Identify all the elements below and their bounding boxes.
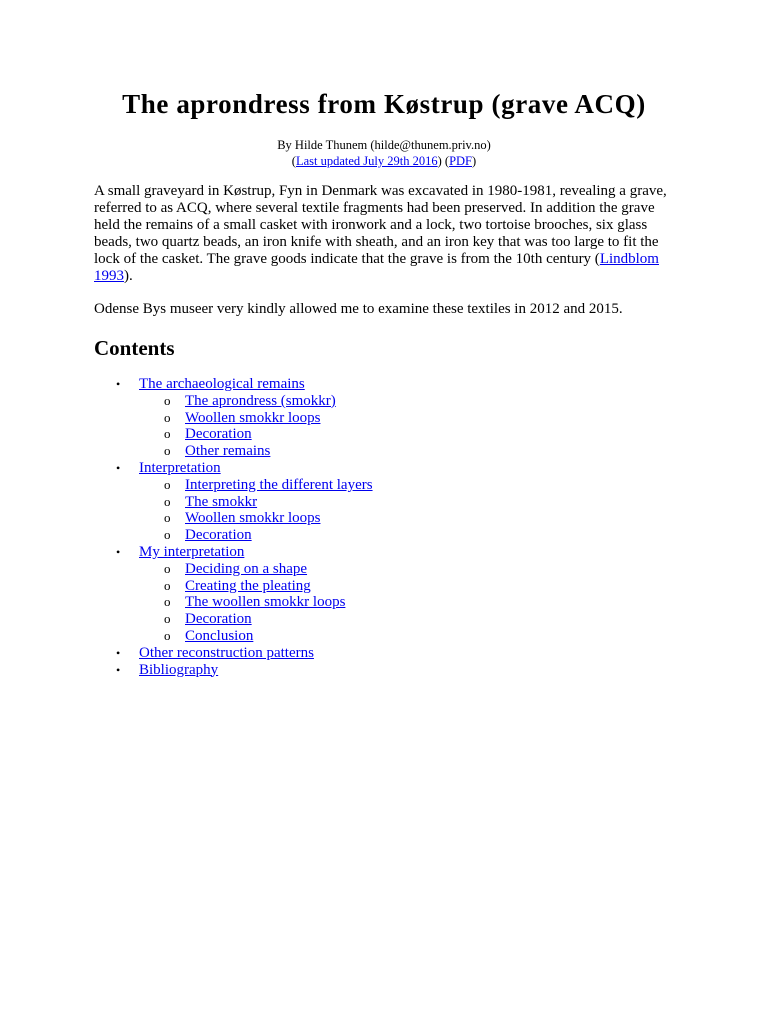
toc-subsection-item — [94, 494, 373, 511]
toc-link[interactable]: The aprondress (smokkr) — [185, 392, 336, 409]
intro-text: A small graveyard in Køstrup, Fyn in Denmark was excavated in 1980-1981, revealing a grave, referred to as ACQ, where several textile fragments had been preserved. In addition the grave held the remains of a small casket with ironwork and a lock, two tortoise brooches, six glass beads, two quartz beads, an iron knife with sheath, and an iron key that was too large to fit the lock of the casket. The grave goods indicate that the grave is from the 10th century ( — [94, 183, 667, 267]
toc-subsection-item — [94, 393, 373, 410]
toc-link[interactable]: Decoration — [185, 611, 252, 628]
toc-link[interactable]: Decoration — [185, 426, 252, 443]
table-of-contents — [94, 376, 373, 678]
toc-link[interactable]: Woollen smokkr loops — [185, 510, 321, 527]
toc-link[interactable]: The woollen smokkr loops — [185, 594, 346, 611]
author-line: By Hilde Thunem (hilde@thunem.priv.no) — [277, 138, 491, 152]
toc-link[interactable]: Conclusion — [185, 627, 254, 644]
toc-subsection-item — [94, 578, 373, 595]
contents-heading: Contents — [94, 336, 175, 360]
toc-link[interactable]: Other reconstruction patterns — [139, 644, 314, 661]
toc-section-item — [94, 645, 373, 662]
toc-link[interactable]: Interpretation — [139, 459, 221, 476]
toc-link[interactable]: Deciding on a shape — [185, 560, 308, 577]
toc-link[interactable]: Creating the pleating — [185, 577, 311, 594]
toc-link[interactable]: The archaeological remains — [139, 376, 305, 392]
toc-section-item — [94, 544, 373, 561]
lindblom-link[interactable]: Lindblom 1993 — [94, 251, 659, 284]
open-paren: ( — [291, 154, 296, 168]
toc-section-item — [94, 376, 373, 393]
toc-subsection-item — [94, 410, 373, 427]
toc-subsection-item — [94, 477, 373, 494]
toc-link[interactable]: Decoration — [185, 527, 252, 544]
toc-section-item — [94, 662, 373, 679]
toc-subsection-item — [94, 527, 373, 544]
toc-link[interactable]: The smokkr — [185, 493, 258, 510]
intro-paragraph — [94, 183, 684, 285]
page-title: The aprondress from Køstrup (grave ACQ) — [122, 89, 646, 119]
toc-subsection-item — [94, 443, 373, 460]
close-paren: ) — [472, 154, 477, 168]
intro-text-end: ). — [124, 268, 133, 284]
acknowledgement-paragraph: Odense Bys museer very kindly allowed me to examine these textiles in 2012 and 2015. — [94, 301, 623, 317]
toc-subsection-item — [94, 426, 373, 443]
last-updated-link[interactable]: Last updated July 29th 2016 — [295, 154, 438, 168]
toc-subsection-item — [94, 561, 373, 578]
toc-link[interactable]: Other remains — [185, 443, 271, 460]
toc-subsection-item — [94, 611, 373, 628]
toc-section-item — [94, 460, 373, 477]
toc-link[interactable]: Woollen smokkr loops — [185, 409, 321, 426]
toc-link[interactable]: My interpretation — [139, 543, 245, 560]
byline — [0, 137, 768, 169]
pdf-link[interactable]: PDF — [449, 154, 473, 168]
paren-separator: ) ( — [437, 154, 450, 168]
toc-link[interactable]: Interpreting the different layers — [185, 476, 373, 493]
update-line — [0, 153, 768, 169]
toc-subsection-item — [94, 628, 373, 645]
toc-subsection-item — [94, 594, 373, 611]
toc-link[interactable]: Bibliography — [139, 661, 219, 678]
toc-subsection-item — [94, 510, 373, 527]
